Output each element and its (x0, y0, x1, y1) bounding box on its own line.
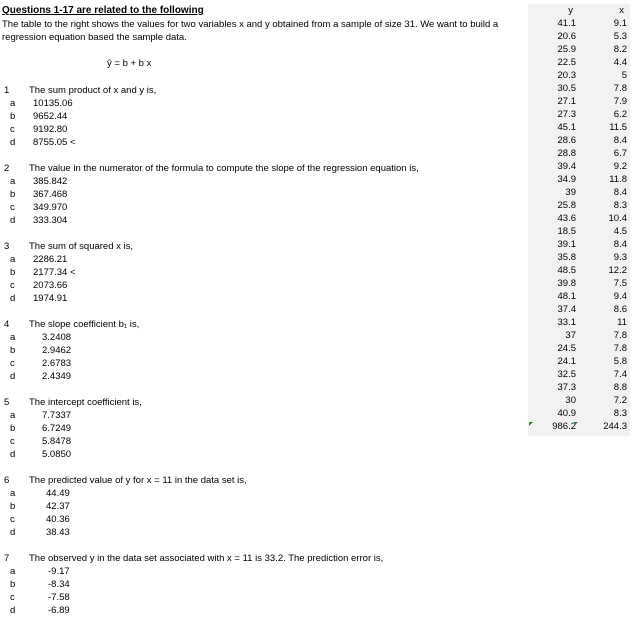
option-letter: b (10, 267, 16, 278)
option-value: 7.7337 (42, 410, 72, 421)
option-value: 367.468 (33, 189, 68, 200)
option-value: 2286.21 (33, 254, 68, 265)
cell-y: 24.5 (557, 343, 576, 354)
cell-x: 8.2 (613, 44, 627, 55)
question-number: 1 (4, 85, 10, 96)
option-6-a (0, 487, 640, 500)
cell-x: 5.8 (613, 356, 627, 367)
table-row (528, 225, 630, 238)
option-letter: c (10, 514, 15, 525)
option-letter: a (10, 254, 16, 265)
table-row (528, 277, 630, 290)
option-letter: a (10, 566, 16, 577)
table-row (528, 329, 630, 342)
cell-y: 48.1 (557, 291, 576, 302)
option-value: 5.8478 (42, 436, 72, 447)
option-letter: d (10, 215, 16, 226)
totals-row (528, 420, 630, 433)
cell-x: 7.5 (613, 278, 627, 289)
cell-y: 39 (565, 187, 576, 198)
option-letter: a (10, 176, 16, 187)
option-letter: a (10, 410, 16, 421)
table-row (528, 186, 630, 199)
cell-y: 22.5 (557, 57, 576, 68)
table-row (528, 108, 630, 121)
option-5-c (0, 435, 640, 448)
cell-flag-icon (529, 422, 533, 426)
option-7-b (0, 578, 640, 591)
question-number: 3 (4, 241, 10, 252)
option-7-c (0, 591, 640, 604)
option-value: 5.0850 (42, 449, 72, 460)
table-row (528, 355, 630, 368)
cell-x: 10.4 (608, 213, 627, 224)
option-value: 2177.34 < (33, 267, 76, 278)
option-letter: d (10, 449, 16, 460)
table-row (528, 290, 630, 303)
table-row (528, 303, 630, 316)
cell-y: 20.3 (557, 70, 576, 81)
cell-x: 12.2 (608, 265, 627, 276)
cell-y: 18.5 (557, 226, 576, 237)
cell-x: 8.3 (613, 408, 627, 419)
cell-x: 4.4 (613, 57, 627, 68)
question-text: The value in the numerator of the formula to compute the slope of the regression equation is, (29, 163, 419, 174)
cell-x: 8.4 (613, 239, 627, 250)
option-7-d (0, 604, 640, 617)
option-letter: b (10, 111, 16, 122)
cell-x: 9.3 (613, 252, 627, 263)
option-5-d (0, 448, 640, 461)
question-text: The predicted value of y for x = 11 in the data set is, (29, 475, 247, 486)
option-letter: c (10, 202, 15, 213)
question-text: The intercept coefficient is, (29, 397, 142, 408)
cell-y: 32.5 (557, 369, 576, 380)
cell-y: 37 (565, 330, 576, 341)
option-6-c (0, 513, 640, 526)
table-row (528, 134, 630, 147)
cell-y: 24.1 (557, 356, 576, 367)
cell-x: 6.2 (613, 109, 627, 120)
option-value: -7.58 (48, 592, 70, 603)
option-value: 9652.44 (33, 111, 68, 122)
cell-y: 25.9 (557, 44, 576, 55)
option-letter: d (10, 371, 16, 382)
table-row (528, 160, 630, 173)
option-value: -8.34 (48, 579, 70, 590)
cell-x: 7.2 (613, 395, 627, 406)
option-letter: c (10, 592, 15, 603)
table-row (528, 251, 630, 264)
table-row (528, 212, 630, 225)
option-value: 333.304 (33, 215, 68, 226)
option-letter: a (10, 332, 16, 343)
question-text: The sum of squared x is, (29, 241, 134, 252)
cell-y: 41.1 (557, 18, 576, 29)
cell-y: 34.9 (557, 174, 576, 185)
cell-x: 8.8 (613, 382, 627, 393)
cell-y: 48.5 (557, 265, 576, 276)
option-letter: c (10, 358, 15, 369)
table-row (528, 17, 630, 30)
option-value: 38.43 (46, 527, 70, 538)
option-letter: b (10, 501, 16, 512)
table-row (528, 82, 630, 95)
cell-x: 11 (617, 317, 627, 328)
option-letter: b (10, 423, 16, 434)
cell-y: 30 (565, 395, 576, 406)
cell-x: 8.4 (613, 135, 627, 146)
question-number: 4 (4, 319, 10, 330)
table-row (528, 199, 630, 212)
cell-y: 30.5 (557, 83, 576, 94)
table-row (528, 238, 630, 251)
cell-x: 7.9 (613, 96, 627, 107)
option-letter: d (10, 293, 16, 304)
table-row (528, 173, 630, 186)
table-row (528, 407, 630, 420)
option-letter: c (10, 280, 15, 291)
option-letter: c (10, 436, 15, 447)
table-row (528, 147, 630, 160)
question-number: 6 (4, 475, 10, 486)
option-letter: d (10, 137, 16, 148)
table-row (528, 121, 630, 134)
cell-x: 8.3 (613, 200, 627, 211)
option-value: 44.49 (46, 488, 70, 499)
cell-y: 27.3 (557, 109, 576, 120)
cell-x: 8.6 (613, 304, 627, 315)
table-row (528, 264, 630, 277)
option-value: 2.4349 (42, 371, 72, 382)
table-row (528, 316, 630, 329)
cell-x: 5.3 (613, 31, 627, 42)
option-value: -9.17 (48, 566, 70, 577)
cell-y: 37.3 (557, 382, 576, 393)
table-row (528, 342, 630, 355)
cell-y: 39.4 (557, 161, 576, 172)
data-table (528, 4, 630, 436)
cell-x: 7.4 (613, 369, 627, 380)
option-value: 40.36 (46, 514, 70, 525)
option-value: 10135.06 (33, 98, 73, 109)
cell-y: 25.8 (557, 200, 576, 211)
option-value: 8755.05 < (33, 137, 76, 148)
intro-text-line-2: regression equation based the sample data. (2, 32, 187, 43)
question-7 (0, 552, 640, 565)
option-value: 2.6783 (42, 358, 72, 369)
table-row (528, 43, 630, 56)
total-x: 244.3 (603, 421, 627, 432)
option-value: 2.9462 (42, 345, 72, 356)
table-row (528, 69, 630, 82)
cell-y: 20.6 (557, 31, 576, 42)
question-number: 2 (4, 163, 10, 174)
option-value: 6.7249 (42, 423, 72, 434)
cell-y: 28.6 (557, 135, 576, 146)
cell-x: 9.1 (613, 18, 627, 29)
question-text: The observed y in the data set associated with x = 11 is 33.2. The prediction error is, (29, 553, 384, 564)
cell-y: 33.1 (557, 317, 576, 328)
table-row (528, 394, 630, 407)
cell-y: 37.4 (557, 304, 576, 315)
cell-y: 35.8 (557, 252, 576, 263)
option-letter: c (10, 124, 15, 135)
cell-x: 6.7 (613, 148, 627, 159)
option-letter: b (10, 579, 16, 590)
option-letter: b (10, 345, 16, 356)
intro-text-line-1: The table to the right shows the values for two variables x and y obtained from a sample of size 31. We want to build a (2, 19, 499, 30)
option-letter: a (10, 488, 16, 499)
column-header-x: x (619, 5, 624, 16)
option-7-a (0, 565, 640, 578)
cell-y: 40.9 (557, 408, 576, 419)
cell-x: 7.8 (613, 83, 627, 94)
option-letter: d (10, 527, 16, 538)
option-letter: b (10, 189, 16, 200)
cell-x: 9.4 (613, 291, 627, 302)
regression-equation: ŷ = b + b x (107, 58, 152, 69)
cell-x: 11.8 (609, 174, 627, 185)
table-row (528, 368, 630, 381)
table-row (528, 381, 630, 394)
cell-x: 4.5 (613, 226, 627, 237)
cell-x: 5 (621, 70, 627, 81)
cell-x: 8.4 (613, 187, 627, 198)
option-value: -6.89 (48, 605, 70, 616)
question-number: 7 (4, 553, 10, 564)
option-value: 2073.66 (33, 280, 68, 291)
cell-y: 27.1 (557, 96, 576, 107)
option-value: 385.842 (33, 176, 68, 187)
option-letter: a (10, 98, 16, 109)
option-value: 3.2408 (42, 332, 72, 343)
question-text: The sum product of x and y is, (29, 85, 157, 96)
table-row (528, 56, 630, 69)
section-title: Questions 1-17 are related to the following (2, 5, 204, 16)
cell-flag-icon (574, 422, 578, 426)
question-number: 5 (4, 397, 10, 408)
option-letter: d (10, 605, 16, 616)
cell-x: 9.2 (613, 161, 627, 172)
option-6-b (0, 500, 640, 513)
column-header-y: y (568, 5, 573, 16)
cell-x: 7.8 (613, 343, 627, 354)
option-value: 42.37 (46, 501, 70, 512)
option-6-d (0, 526, 640, 539)
cell-y: 43.6 (557, 213, 576, 224)
cell-y: 45.1 (557, 122, 576, 133)
cell-x: 11.5 (609, 122, 627, 133)
option-value: 1974.91 (33, 293, 68, 304)
cell-y: 39.1 (557, 239, 576, 250)
cell-y: 39.8 (557, 278, 576, 289)
table-row (528, 30, 630, 43)
option-value: 9192.80 (33, 124, 68, 135)
cell-x: 7.8 (613, 330, 627, 341)
cell-y: 28.8 (557, 148, 576, 159)
total-y: 986.2 (552, 421, 576, 432)
table-row (528, 95, 630, 108)
question-text: The slope coefficient b₁ is, (29, 319, 140, 330)
option-value: 349.970 (33, 202, 68, 213)
question-6 (0, 474, 640, 487)
